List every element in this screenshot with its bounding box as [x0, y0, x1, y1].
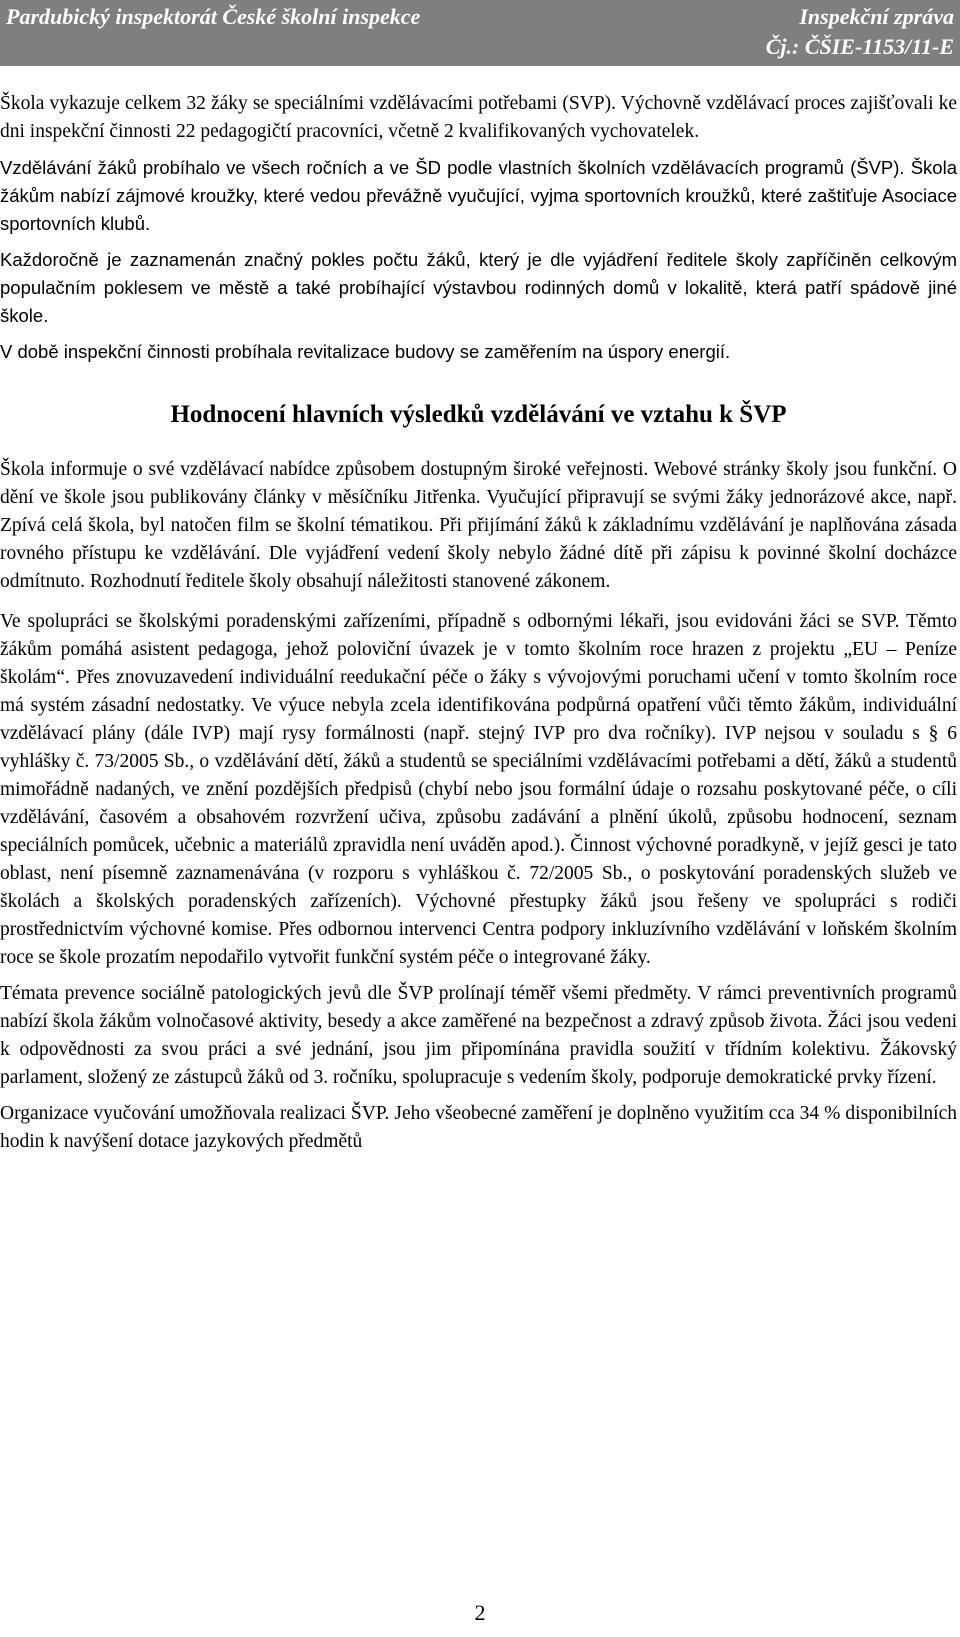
header-reference-number: Čj.: ČŠIE-1153/11-E [765, 34, 954, 59]
paragraph-enrollment-decline: Každoročně je zaznamenán značný pokles počtu žáků, který je dle vyjádření ředitele školy zapříčiněn celkovým populačním poklesem ve městě a také probíhající výstavbou rodinných domů v lokalitě, která patří spádově jiné škole. [0, 249, 957, 326]
paragraph-education-programs: Vzdělávání žáků probíhalo ve všech ročních a ve ŠD podle vlastních školních vzdělávacích programů (ŠVP). Škola žákům nabízí zájmové kroužky, které vedou převážně vyučující, vyjma sportovních kroužků, které zaštiťuje Asociace sportovních klubů. [0, 157, 957, 234]
paragraph-organization: Organizace vyučování umožňovala realizaci ŠVP. Jeho všeobecné zaměření je doplněno využitím cca 34 % disponibilních hodin k navýšení dotace jazykových předmětů [0, 1103, 957, 1152]
page-header [0, 0, 960, 66]
paragraph-svp-count: Škola vykazuje celkem 32 žáky se speciálními vzdělávacími potřebami (SVP). Výchovně vzdělávací proces zajišťovali ke dni inspekční činnosti 22 pedagogičtí pracovníci, včetně 2 kvalifikovaných vychovatelek. [0, 93, 957, 142]
paragraph-prevention: Témata prevence sociálně patologických jevů dle ŠVP prolínají téměř všemi předměty. V rámci preventivních programů nabízí škola žákům volnočasové aktivity, besedy a akce zaměřené na bezpečnost a zdravý způsob života. Žáci jsou vedeni k odpovědnosti za svou práci a své jednání, jsou jim připomínána pravidla soužití v třídním kolektivu. Žákovský parlament, složený ze zástupců žáků od 3. ročníku, spolupracuje s vedením školy, podporuje demokratické prvky řízení. [0, 983, 957, 1088]
document-body [0, 90, 957, 1164]
page-number: 2 [474, 1600, 486, 1625]
paragraph-svp-support: Ve spolupráci se školskými poradenskými zařízeními, případně s odbornými lékaři, jsou evidováni žáci se SVP. Těmto žákům pomáhá asistent pedagoga, jehož poloviční úvazek je v tomto školním roce hrazen z projektu „EU – Peníze školám“. Přes znovuzavedení individuální reedukační péče o žáky s vývojovými poruchami učení v tomto školním roce má systém zásadní nedostatky. Ve výuce nebyla zcela identifikována podpůrná opatření vůči těmto žákům, individuální vzdělávací plány (dále IVP) mají rysy formálnosti (např. stejný IVP pro dva ročníky). IVP nejsou v souladu s § 6 vyhlášky č. 73/2005 Sb., o vzdělávání dětí, žáků a studentů se speciálními vzdělávacími potřebami a dětí, žáků a studentů mimořádně nadaných, ve znění pozdějších předpisů (chybí nebo jsou formální údaje o rozsahu poskytované péče, o cíli vzdělávání, časovém a obsahovém rozvržení učiva, způsobu zadávání a plnění úkolů, způsobu hodnocení, seznam speciálních pomůcek, učebnic a materiálů zpravidla není uváděn apod.). Činnost výchovné poradkyně, v jejíž gesci je tato oblast, není písemně zaznamenávána (v rozporu s vyhláškou č. 72/2005 Sb., o poskytování poradenských služeb ve školách a školských poradenských zařízeních). Výchovné přestupky žáků jsou řešeny ve spolupráci s rodiči prostřednictvím výchovné komise. Přes odbornou intervenci Centra podpory inkluzívního vzdělávání v loňském školním roce se škole prozatím nepodařilo vytvořit funkční systém péče o integrované žáky. [0, 611, 957, 968]
paragraph-school-information: Škola informuje o své vzdělávací nabídce způsobem dostupným široké veřejnosti. Webové stránky školy jsou funkční. O dění ve škole jsou publikovány články v měsíčníku Jitřenka. Vyučující připravují se svými žáky jednorázové akce, např. Zpívá celá škola, byl natočen film se školní tématikou. Při přijímání žáků k základnímu vzdělávání je naplňována zásada rovného přístupu ke vzdělávání. Dle vyjádření vedení školy nebylo žádné dítě při zápisu k povinné školní docházce odmítnuto. Rozhodnutí ředitele školy obsahují náležitosti stanovené zákonem. [0, 459, 957, 592]
header-report-title: Inspekční zpráva [799, 4, 954, 29]
paragraph-revitalization: V době inspekční činnosti probíhala revitalizace budovy se zaměřením na úspory energií. [0, 341, 731, 362]
header-institution: Pardubický inspektorát České školní inspekce [6, 4, 421, 29]
section-heading: Hodnocení hlavních výsledků vzdělávání ve vztahu k ŠVP [170, 401, 787, 428]
